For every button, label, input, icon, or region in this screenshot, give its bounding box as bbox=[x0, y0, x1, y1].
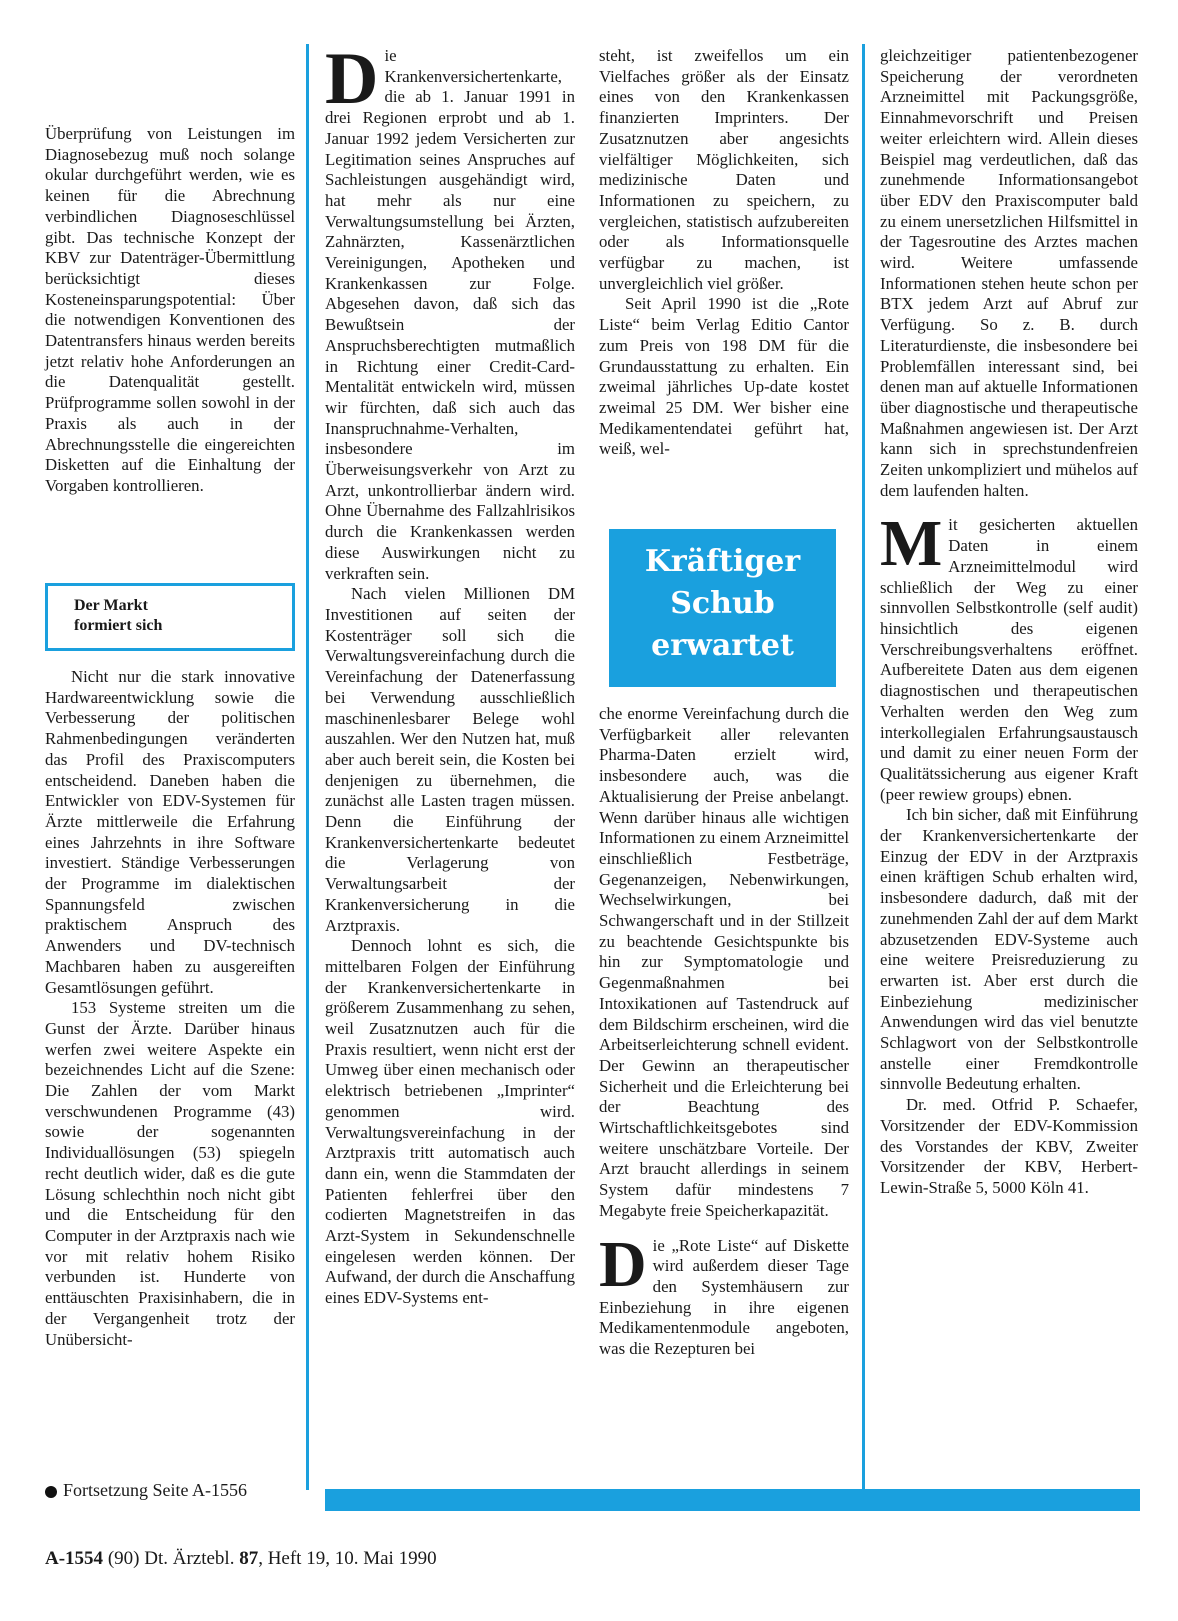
column-3 bbox=[599, 46, 849, 460]
callout-box bbox=[609, 529, 836, 687]
col4-paragraph-4: Dr. med. Otfrid P. Schaefer, Vorsitzender der EDV-Kommission des Vorstandes der KBV, Zweiter Vorsitzender der KBV, Herbert-Lewin-Straße 5, 5000 Köln 41. bbox=[880, 1095, 1138, 1197]
column-rule-2 bbox=[862, 44, 865, 1490]
journal-ref: (90) Dt. Ärztebl. bbox=[107, 1548, 235, 1569]
col3-paragraph-2: Seit April 1990 ist die „Rote Liste“ beim Verlag Editio Cantor zum Preis von 198 DM für die Grundausstattung zu erhalten. Ein zweimal jährliches Up-date kostet zweimal 25 DM. Wer bisher eine Medikamentendatei geführt hat, weiß, wel- bbox=[599, 294, 849, 459]
col3-paragraph-3: che enorme Vereinfachung durch die Verfügbarkeit aller relevanten Pharma-Daten erzielt wird, insbesondere auch, was die Aktualisierung der Preise anbelangt. Wenn darüber hinaus alle wichtigen Informationen zu einem Arzneimittel einschließlich Festbeträge, Gegenanzeigen, Nebenwirkungen, Wechselwirkungen, bei Schwangerschaft und in der Stillzeit zu beachtende Gesichtspunkte bis hin zur Symptomatologie und Gegenmaßnahmen bei Intoxikationen auf Tastendruck auf dem Bildschirm erscheinen, wird die Arbeitserleichterung schnell evident. Der Gewinn an therapeutischer Sicherheit und die Erleichterung bei der Beachtung des Wirtschaftlichkeitsgebotes sind weitere unschätzbare Vorteile. Der Arzt braucht allerdings in seinem System dafür mindestens 7 Megabyte freie Speicherkapazität. bbox=[599, 704, 849, 1220]
dropcap-m: M bbox=[880, 507, 943, 581]
col4-paragraph-3: Ich bin sicher, daß mit Einführung der Krankenversichertenkarte der Einzug der EDV in der Arztpraxis einen kräftigen Schub erhalten wird, insbesondere dadurch, daß mit der zunehmenden Zahl der auf dem Markt abzusetzenden EDV-Systeme auch eine weitere Preisreduzierung zu erwarten ist. Aber erst durch die Einbeziehung medizinischer Anwendungen wird das viel benutzte Schlagwort von der Selbstkontrolle anstelle einer Fremdkontrolle sinnvolle Bedeutung erhalten. bbox=[880, 805, 1138, 1094]
callout-line-2: Schub bbox=[670, 586, 775, 621]
column-3-lower bbox=[599, 704, 849, 1360]
col2-paragraph-2: Nach vielen Millionen DM Investitionen auf seiten der Kostenträger soll sich die Verwaltungsvereinfachung durch die Vereinfachung der Datenerfassung bei Verwendung ausschließlich maschinenlesbarer Belege wohl auszahlen. Wer den Nutzen hat, muß aber auch bereit sein, die Kosten bei denjenigen zu übernehmen, die zunächst alle Lasten tragen müssen. Denn die Einführung der Krankenversichertenkarte bedeutet die Verlagerung von Verwaltungsarbeit der Krankenversicherung in die Arztpraxis. bbox=[325, 584, 575, 935]
col1-paragraph-2: Nicht nur die stark innovative Hardwareentwicklung sowie die Verbesserung der politischen Rahmenbedingungen veränderten das Profil des Praxiscomputers entscheidend. Daneben haben die Entwickler von EDV-Systemen für Ärzte mittlerweile die Erfahrung eines Jahrzehnts in ihre Software investiert. Ständige Verbesserungen der Programme im dialektischen Spannungsfeld zwischen praktischem Anspruch des Anwenders und DV-technisch Machbaren haben zu ausgereiften Gesamtlösungen geführt. bbox=[45, 667, 295, 997]
column-1 bbox=[45, 124, 295, 497]
page-footer bbox=[45, 1548, 437, 1570]
continuation-text: Fortsetzung Seite A-1556 bbox=[63, 1480, 247, 1500]
col3-paragraph-1: steht, ist zweifellos um ein Vielfaches größer als der Einsatz eines von den Krankenkassen finanzierten Imprinters. Der Zusatznutzen aber angesichts vielfältiger Möglichkeiten, sich medizinische Daten und Informationen zu speichern, zu vergleichen, statistisch aufzubereiten oder als Informationsquelle verfügbar zu machen, ist unvergleichlich viel größer. bbox=[599, 46, 849, 293]
col3-paragraph-4: ie „Rote Liste“ auf Diskette wird außerdem dieser Tage den Systemhäusern zur Einbeziehung in ihre eigenen Medikamentenmodule angeboten, was die Rezepturen bei bbox=[599, 1235, 849, 1359]
col1-paragraph-1: Überprüfung von Leistungen im Diagnosebezug muß noch solange okular durchgeführt werden, wie es keinen für die Abrechnung verbindlichen Diagnoseschlüssel gibt. Das technische Konzept der KBV zur Datenträger-Übermittlung berücksichtigt dieses Kosteneinsparungspotential: Über die notwendigen Konventionen des Datentransfers hinaus werden bereits jetzt relativ hohe Anforderungen an die Datenqualität gestellt. Prüfprogramme sollen sowohl in der Praxis als auch in der Abrechnungsstelle die eingereichten Disketten auf die Einhaltung der Vorgaben kontrollieren. bbox=[45, 124, 295, 495]
callout-line-1: Kräftiger bbox=[644, 544, 801, 579]
dropcap-d: D bbox=[325, 38, 379, 120]
bullet-dot-icon bbox=[45, 1486, 57, 1498]
column-rule-1 bbox=[306, 44, 309, 1490]
dropcap-d-2: D bbox=[599, 1227, 647, 1301]
col1-paragraph-3: 153 Systeme streiten um die Gunst der Ärzte. Darüber hinaus werfen zwei weitere Aspekte ein bezeichnendes Licht auf die Szene: Die Zahlen der vom Markt verschwundenen Programme (43) sowie der sogenannten Individuallösungen (53) spiegeln recht deutlich wider, daß es die gute Lösung schlechthin noch nicht gibt und die Entscheidung für den Computer in der Arztpraxis nach wie vor mit relativ hohem Risiko verbunden ist. Hunderte von enttäuschten Praxisinhabern, die in der Vergangenheit trotz der Unübersicht- bbox=[45, 998, 295, 1349]
col2-paragraph-3: Dennoch lohnt es sich, die mittelbaren Folgen der Einführung der Krankenversichertenkarte in größerem Zusammenhang zu sehen, weil Zusatznutzen auch für die Praxis resultiert, wenn nicht erst der Umweg über einen mechanisch oder elektrisch betriebenen „Imprinter“ genommen wird. Verwaltungsvereinfachung in der Arztpraxis tritt automatisch auch dann ein, wenn die Stammdaten der Patienten fehlerfrei über den codierten Magnetstreifen in das Arzt-System in Sekundenschnelle eingelesen werden können. Der Aufwand, der durch die Anschaffung eines EDV-Systems ent- bbox=[325, 936, 575, 1308]
bottom-color-bar bbox=[325, 1489, 1140, 1511]
subheading-line-2: formiert sich bbox=[74, 617, 163, 634]
journal-volume: 87 bbox=[239, 1548, 259, 1569]
callout-line-3: erwartet bbox=[651, 628, 794, 663]
col2-paragraph-1: ie Krankenversichertenkarte, die ab 1. Januar 1991 in drei Regionen erprobt und ab 1. Januar 1992 jedem Versicherten zur Legitimation seines Anspruches auf Sachleistungen ausgehändigt wird, hat mehr als nur eine Verwaltungsumstellung bei Ärzten, Zahnärzten, Kassenärztlichen Vereinigungen, Apotheken und Krankenkassen zur Folge. Abgesehen davon, daß sich das Bewußtsein der Anspruchsberechtigten mutmaßlich in Richtung einer Credit-Card-Mentalität entwickeln wird, müssen wir fürchten, daß sich auch das Inanspruchnahme-Verhalten, insbesondere im Überweisungsverkehr von Arzt zu Arzt, unkontrollierbar ändern wird. Ohne Übernahme des Fallzahlrisikos durch die Krankenkassen werden diese Auswirkungen nicht zu verkraften sein. bbox=[325, 46, 575, 583]
column-4 bbox=[880, 46, 1138, 1199]
continuation-note bbox=[45, 1480, 247, 1501]
column-1-lower bbox=[45, 667, 295, 1350]
col4-paragraph-1: gleichzeitiger patientenbezogener Speicherung der verordneten Arzneimittel mit Packungsgröße, Einnahmevorschrift und Preisen weiter erleichtern wird. Allein dieses Beispiel mag verdeutlichen, daß das zunehmende Informationsangebot über EDV den Praxiscomputer bald zu einem unersetzlichen Hilfsmittel in der Tagesroutine des Arztes machen wird. Weitere umfassende Informationen stehen heute schon per BTX jedem Arzt auf Abruf zur Verfügung. So z. B. durch Literaturdienste, die insbesondere bei Problemfällen interessant sind, bei denen man auf aktuelle Informationen über diagnostische und therapeutische Maßnahmen angewiesen ist. Der Arzt kann sich in sprechstundenfreien Zeiten unkompliziert und mühelos auf dem laufenden halten. bbox=[880, 46, 1138, 500]
col4-paragraph-2: it gesicherten aktuellen Daten in einem Arzneimittelmodul wird schließlich der Weg zu einer sinnvollen Selbstkontrolle (self audit) hinsichtlich des eigenen Verschreibungsverhaltens eröffnet. Aufbereitete Daten aus dem eigenen diagnostischen und therapeutischen Verhalten werden den Weg zum interkollegialen Erfahrungsaustausch und damit zu einer neuen Form der Qualitätssicherung aus eigener Kraft (peer rewiew groups) ebnen. bbox=[880, 515, 1138, 804]
page-number: A-1554 bbox=[45, 1548, 104, 1569]
subheading-box bbox=[45, 583, 295, 651]
column-2 bbox=[325, 38, 575, 1309]
journal-issue: , Heft 19, 10. Mai 1990 bbox=[258, 1548, 437, 1569]
subheading-line-1: Der Markt bbox=[74, 597, 148, 614]
